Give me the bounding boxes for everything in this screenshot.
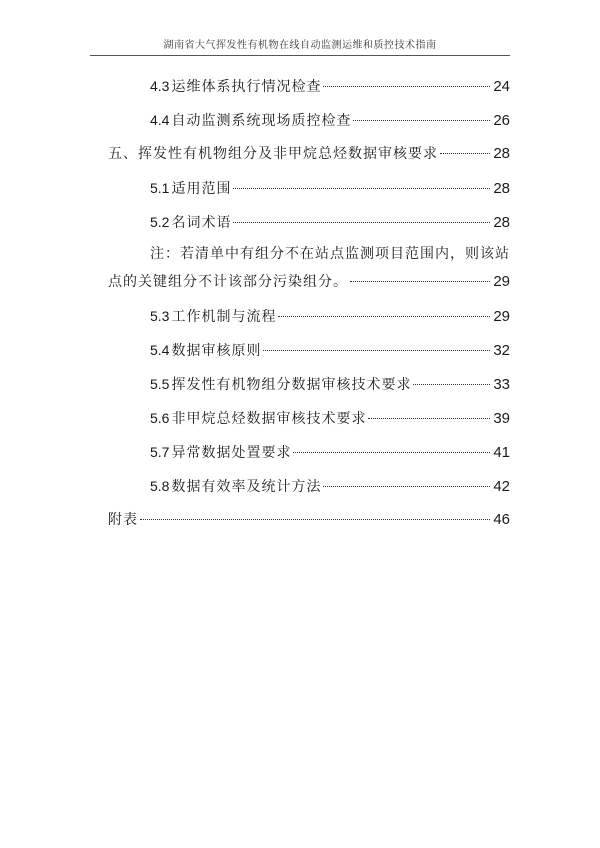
dot-leader [293, 452, 490, 453]
toc-entry-page: 28 [493, 180, 510, 197]
dot-leader [263, 350, 490, 351]
toc-entry-page: 33 [493, 376, 510, 393]
dot-leader [233, 222, 490, 223]
toc-entry-page: 29 [493, 273, 510, 290]
toc-entry-page: 24 [493, 78, 510, 95]
toc-entry-number: 5.6 [150, 410, 170, 426]
toc-entry-title: 异常数据处置要求 [171, 445, 292, 461]
toc-entry-number: 5.3 [150, 308, 170, 324]
toc-entry-4-4[interactable] [112, 110, 510, 131]
toc-entry-5-4[interactable] [112, 340, 510, 361]
toc-entry-title: 适用范围 [171, 181, 232, 197]
toc-entry-number: 4.3 [150, 78, 170, 94]
toc-entry-title: 运维体系执行情况检查 [171, 79, 322, 95]
toc-entry-title: 工作机制与流程 [171, 309, 277, 325]
toc-entry-number: 5.7 [150, 444, 170, 460]
toc-entry-page: 28 [493, 214, 510, 231]
toc-entry-5-7[interactable] [112, 442, 510, 463]
toc-entry-note[interactable] [108, 272, 510, 292]
toc-entry-5-3[interactable] [112, 306, 510, 327]
dot-leader [368, 418, 490, 419]
toc-entry-title: 挥发性有机物组分数据审核技术要求 [171, 377, 412, 393]
dot-leader [413, 384, 490, 385]
toc-note-line-2: 点的关键组分不计该部分污染组分。 [108, 274, 348, 290]
header-divider [90, 55, 510, 56]
toc-entry-page: 39 [493, 410, 510, 427]
toc-entry-number: 5.4 [150, 342, 170, 358]
toc-entry-page: 42 [493, 478, 510, 495]
toc-entry-appendix[interactable] [108, 510, 510, 530]
toc-entry-5-5[interactable] [112, 374, 510, 395]
toc-entry-5-2[interactable] [112, 212, 510, 233]
toc-entry-title: 名词术语 [171, 215, 232, 231]
toc-entry-title: 非甲烷总烃数据审核技术要求 [171, 411, 367, 427]
dot-leader [233, 188, 490, 189]
dot-leader [440, 153, 490, 154]
toc-entry-page: 46 [493, 511, 510, 528]
toc-note-line-1: 注：若清单中有组分不在站点监测项目范围内，则该站 [150, 246, 510, 262]
toc-entry-number: 5.1 [150, 180, 170, 196]
dot-leader [323, 486, 490, 487]
toc-entry-page: 32 [493, 342, 510, 359]
toc-entry-page: 28 [493, 145, 510, 162]
toc-entry-5-6[interactable] [112, 408, 510, 429]
running-header: 湖南省大气挥发性有机物在线自动监测运维和质控技术指南 [163, 40, 437, 51]
toc-entry-number: 5.8 [150, 478, 170, 494]
toc-entry-page: 29 [493, 308, 510, 325]
dot-leader [350, 281, 490, 282]
toc-entry-title: 自动监测系统现场质控检查 [171, 113, 352, 129]
toc-entry-title: 数据有效率及统计方法 [171, 479, 322, 495]
toc-entry-5-8[interactable] [112, 476, 510, 497]
dot-leader [323, 86, 490, 87]
toc-entry-title: 五、挥发性有机物组分及非甲烷总烃数据审核要求 [108, 146, 438, 162]
dot-leader [278, 316, 490, 317]
toc-entry-number: 5.5 [150, 376, 170, 392]
toc-entry-page: 26 [493, 112, 510, 129]
dot-leader [140, 519, 490, 520]
toc-entry-number: 5.2 [150, 214, 170, 230]
toc-entry-number: 4.4 [150, 112, 170, 128]
toc-entry-chapter-5[interactable] [108, 144, 510, 164]
toc-entry-4-3[interactable] [112, 76, 510, 97]
dot-leader [353, 120, 490, 121]
toc-entry-page: 41 [493, 444, 510, 461]
toc-entry-5-1[interactable] [112, 178, 510, 199]
toc-entry-title: 数据审核原则 [171, 343, 262, 359]
toc-entry-title: 附表 [108, 512, 138, 528]
